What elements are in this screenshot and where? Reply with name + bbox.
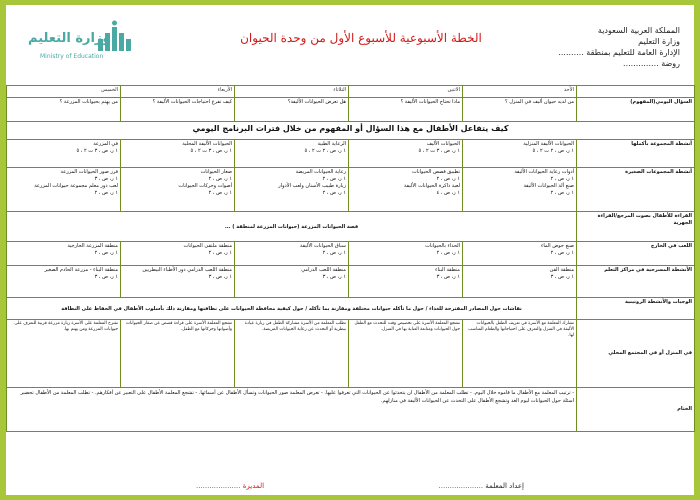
small-group-cell: صغار الحيوانات ١ ر، ص ، ٢ أصوات وحركات الحيوانات ١ ر، ص ، ٢: [121, 168, 235, 212]
home-cell: تشارك المعلمة مع الأسرة في تعريف الطفل بالحيوانات الأليفة في المنزل والتعرف على احتياجاتها والطعام المناسب لها.: [463, 320, 577, 388]
daily-question-cell: من يهتم بحيوانات المزرعة ؟: [7, 98, 121, 122]
daily-question-label: السؤال اليومي(المفهوم): [577, 98, 695, 122]
day-monday: الاثنين: [349, 86, 463, 98]
small-group-cell: تطبيق قصص الحيوانات ١ ر، ص ، ٢ لعبة ذاكرة الحيوانات الأليفة ١ ر، ص ، ٤: [349, 168, 463, 212]
centers-cell: منطقة الفن ١ ر، ص ، ٣: [463, 266, 577, 298]
centers-row: [7, 266, 695, 298]
group-label: أنشطة المجموعة بأكملها: [577, 140, 695, 168]
reading-note: قصة الحيوانات المزرعة (حيوانات المزرعة لمنطقة ) ...: [7, 212, 577, 242]
outside-row: [7, 242, 695, 266]
outside-cell: صنع حوض الماء ١ ر، ص ، ٢: [463, 242, 577, 266]
meals-label: الوجبات والأنشطة الروتينية: [577, 298, 695, 320]
day-wednesday: الأربعاء: [121, 86, 235, 98]
logo-text: وزارة التعليم: [28, 31, 111, 46]
outside-label: اللعب في الخارج: [577, 242, 695, 266]
home-cell: تقترح المعلمة على الأسرة زيارة مزرعة قريبة للتعرف على حيوانات المزرعة ومن يهتم بها.: [7, 320, 121, 388]
meals-row: [7, 298, 695, 320]
plan-sheet: [6, 5, 694, 495]
centers-label: الأنشطة المسرحية في مراكز التعلم: [577, 266, 695, 298]
day-thursday: الخميس: [7, 86, 121, 98]
daily-question-cell: من لديه حيوان أليف في المنزل ؟: [463, 98, 577, 122]
daily-question-cell: هل تعرض الحيوانات الأليفة؟: [235, 98, 349, 122]
day-tuesday: الثلاثاء: [235, 86, 349, 98]
small-group-cell: أدوات رعاية الحيوانات الأليفة ١ ر، ص ، ٢ صنع ألة الحيوانات الأليفة ١ ر، ص ، ٢: [463, 168, 577, 212]
daily-question-cell: كيف تفرع احتياجات الحيوانات الأليفة ؟: [121, 98, 235, 122]
centers-cell: منطقة البناء ١ ر، ص ، ٣: [349, 266, 463, 298]
footer-director: [196, 482, 264, 490]
teacher-label: إعداد المعلمة: [483, 482, 524, 490]
header-kg: روضة ..............: [623, 59, 680, 68]
meals-note: نقاشات حول المصادر المقترحة للغذاء / حول ما تأكله حيوانات مختلفة ومقارنة بما تأكله / حول كيفية محافظة الحيوانات على نظافتها ومقارنة ذلك بأسلوب الأطفال في الحفاظ على النظافة: [7, 298, 577, 320]
header-kingdom: المملكة العربية السعودية: [597, 26, 680, 35]
small-group-cell: رعاية الحيوانات المريضة ١ ر، ص ، ٢ زيارة طبيب الأسنان ولعب الأدوار ١ ر، ص ، ٢: [235, 168, 349, 212]
reading-label: القراءة للأطفال بصوت المرجع/القراءة الجهرية: [577, 212, 695, 242]
teacher-dots: ....................: [438, 482, 484, 490]
group-cell: الحيوانات الأليف ١ ر، ص ، ٣ ت ٢ ، ٥: [349, 140, 463, 168]
header-admin: الإدارة العامة للتعليم بمنطقة ..........: [558, 48, 680, 57]
small-group-row: [7, 168, 695, 212]
small-group-label: أنشطة المجموعات الصغيرة: [577, 168, 695, 212]
group-cell: في المزرعة ١ ر، ص ، ٣ ت ٢ ، ٥: [7, 140, 121, 168]
director-label: المديرة: [240, 482, 265, 490]
footer: [6, 475, 694, 495]
closing-note: - ترتيب المعلمة مع الأطفال ما قاموه خلال اليوم. - تطلب المعلمة من الأطفال ان يتحدثوا عن الحيوانات التي تعرفوا عليها. - تعرض المعلمة صور الحيوانات وتسأل الأطفال عن أسمائها. - تشجع المعلمة الأطفال على التعبير عن أفكارهم. - تطلب المعلمة من الأطفال تحضير اسئلة حول الحيوانات ليوم الغد وتشجع الأطفال على التحدث عن الحيوانات الأليفة في منازلهم.: [7, 388, 577, 432]
outside-cell: منطقة المزرعة الخارجية ١ ر، ص ، ٢: [7, 242, 121, 266]
footer-teacher: [439, 482, 524, 490]
reading-row: [7, 212, 695, 242]
header-ministry: وزارة التعليم: [638, 37, 680, 46]
home-label: في المنزل أو في المجتمع المحلي: [577, 320, 695, 388]
director-dots: ....................: [196, 482, 241, 490]
home-cell: تشجع المعلمة الأسرة على قراءة قصص عن صغار الحيوانات وأصواتها وحركاتها مع الطفل.: [121, 320, 235, 388]
outside-cell: سباق الحيوانات الأليفة ١ ر، ص ، ٢: [235, 242, 349, 266]
header-institution: [558, 25, 680, 69]
daily-question-cell: ماذا تحتاج الحيوانات الأليفة ؟: [349, 98, 463, 122]
home-cell: تشجع المعلمة الأسرة على تخصيص وقت للتحدث مع الطفل حول الحيوانات ومتابعة العناية بها في المنزل.: [349, 320, 463, 388]
centers-cell: منطقة اللعب الدرامي دور الأطباء البيطريين ١ ر، ص ، ٣: [121, 266, 235, 298]
daily-question-row: [7, 98, 695, 122]
group-cell: الحيوانات الأليفة المنزلية ١ ر، ص ، ٢ ت ٢ ، ٥: [463, 140, 577, 168]
ministry-logo: [26, 19, 136, 65]
day-sunday: الأحد: [463, 86, 577, 98]
closing-label: الختام: [577, 388, 695, 432]
small-group-cell: فرز صور الحيوانات المزرعة ١ ر، ص ، ٣ لعب دور معلم مجموعة حيوانات المزرعة ١ ر، ص ، ٢: [7, 168, 121, 212]
corner-cell: [577, 86, 695, 98]
group-row: [7, 140, 695, 168]
closing-row: [7, 388, 695, 432]
interaction-note: كيف يتفاعل الأطفال مع هذا السؤال أو المفهوم من خلال فترات البرنامج اليومي: [7, 122, 695, 140]
home-row: [7, 320, 695, 388]
outside-cell: الحذاء بالحيوانات ١ ر، ص ، ٢: [349, 242, 463, 266]
page-title: الخطة الأسبوعية للأسبوع الأول من وحدة الحيوان: [240, 31, 482, 45]
header: [6, 5, 694, 83]
centers-cell: منطقة اللعب الدرامي ١ ر، ص ، ٣: [235, 266, 349, 298]
home-cell: تطلب المعلمة من الأسرة مشاركة الطفل في زيارة عيادة بيطرية أو التحدث عن رعاية الحيوانات المريضة.: [235, 320, 349, 388]
group-cell: الرعاية الطبية ١ ر، ص ، ٢ ت ٢ ، ٥: [235, 140, 349, 168]
centers-cell: منطقة البناء - مزرعة الحادم الصغير ١ ر، ص ، ٣: [7, 266, 121, 298]
days-row: [7, 86, 695, 98]
group-cell: الحيوانات الأليفة المحلية ١ ر، ص ، ٣ ت ٢ ، ٥: [121, 140, 235, 168]
outside-cell: منطقة ملتقى الحيوانات ١ ر، ص ، ٢: [121, 242, 235, 266]
logo-subtitle: Ministry of Education: [40, 53, 104, 60]
interaction-row: [7, 122, 695, 140]
weekly-plan-table: [6, 85, 695, 432]
